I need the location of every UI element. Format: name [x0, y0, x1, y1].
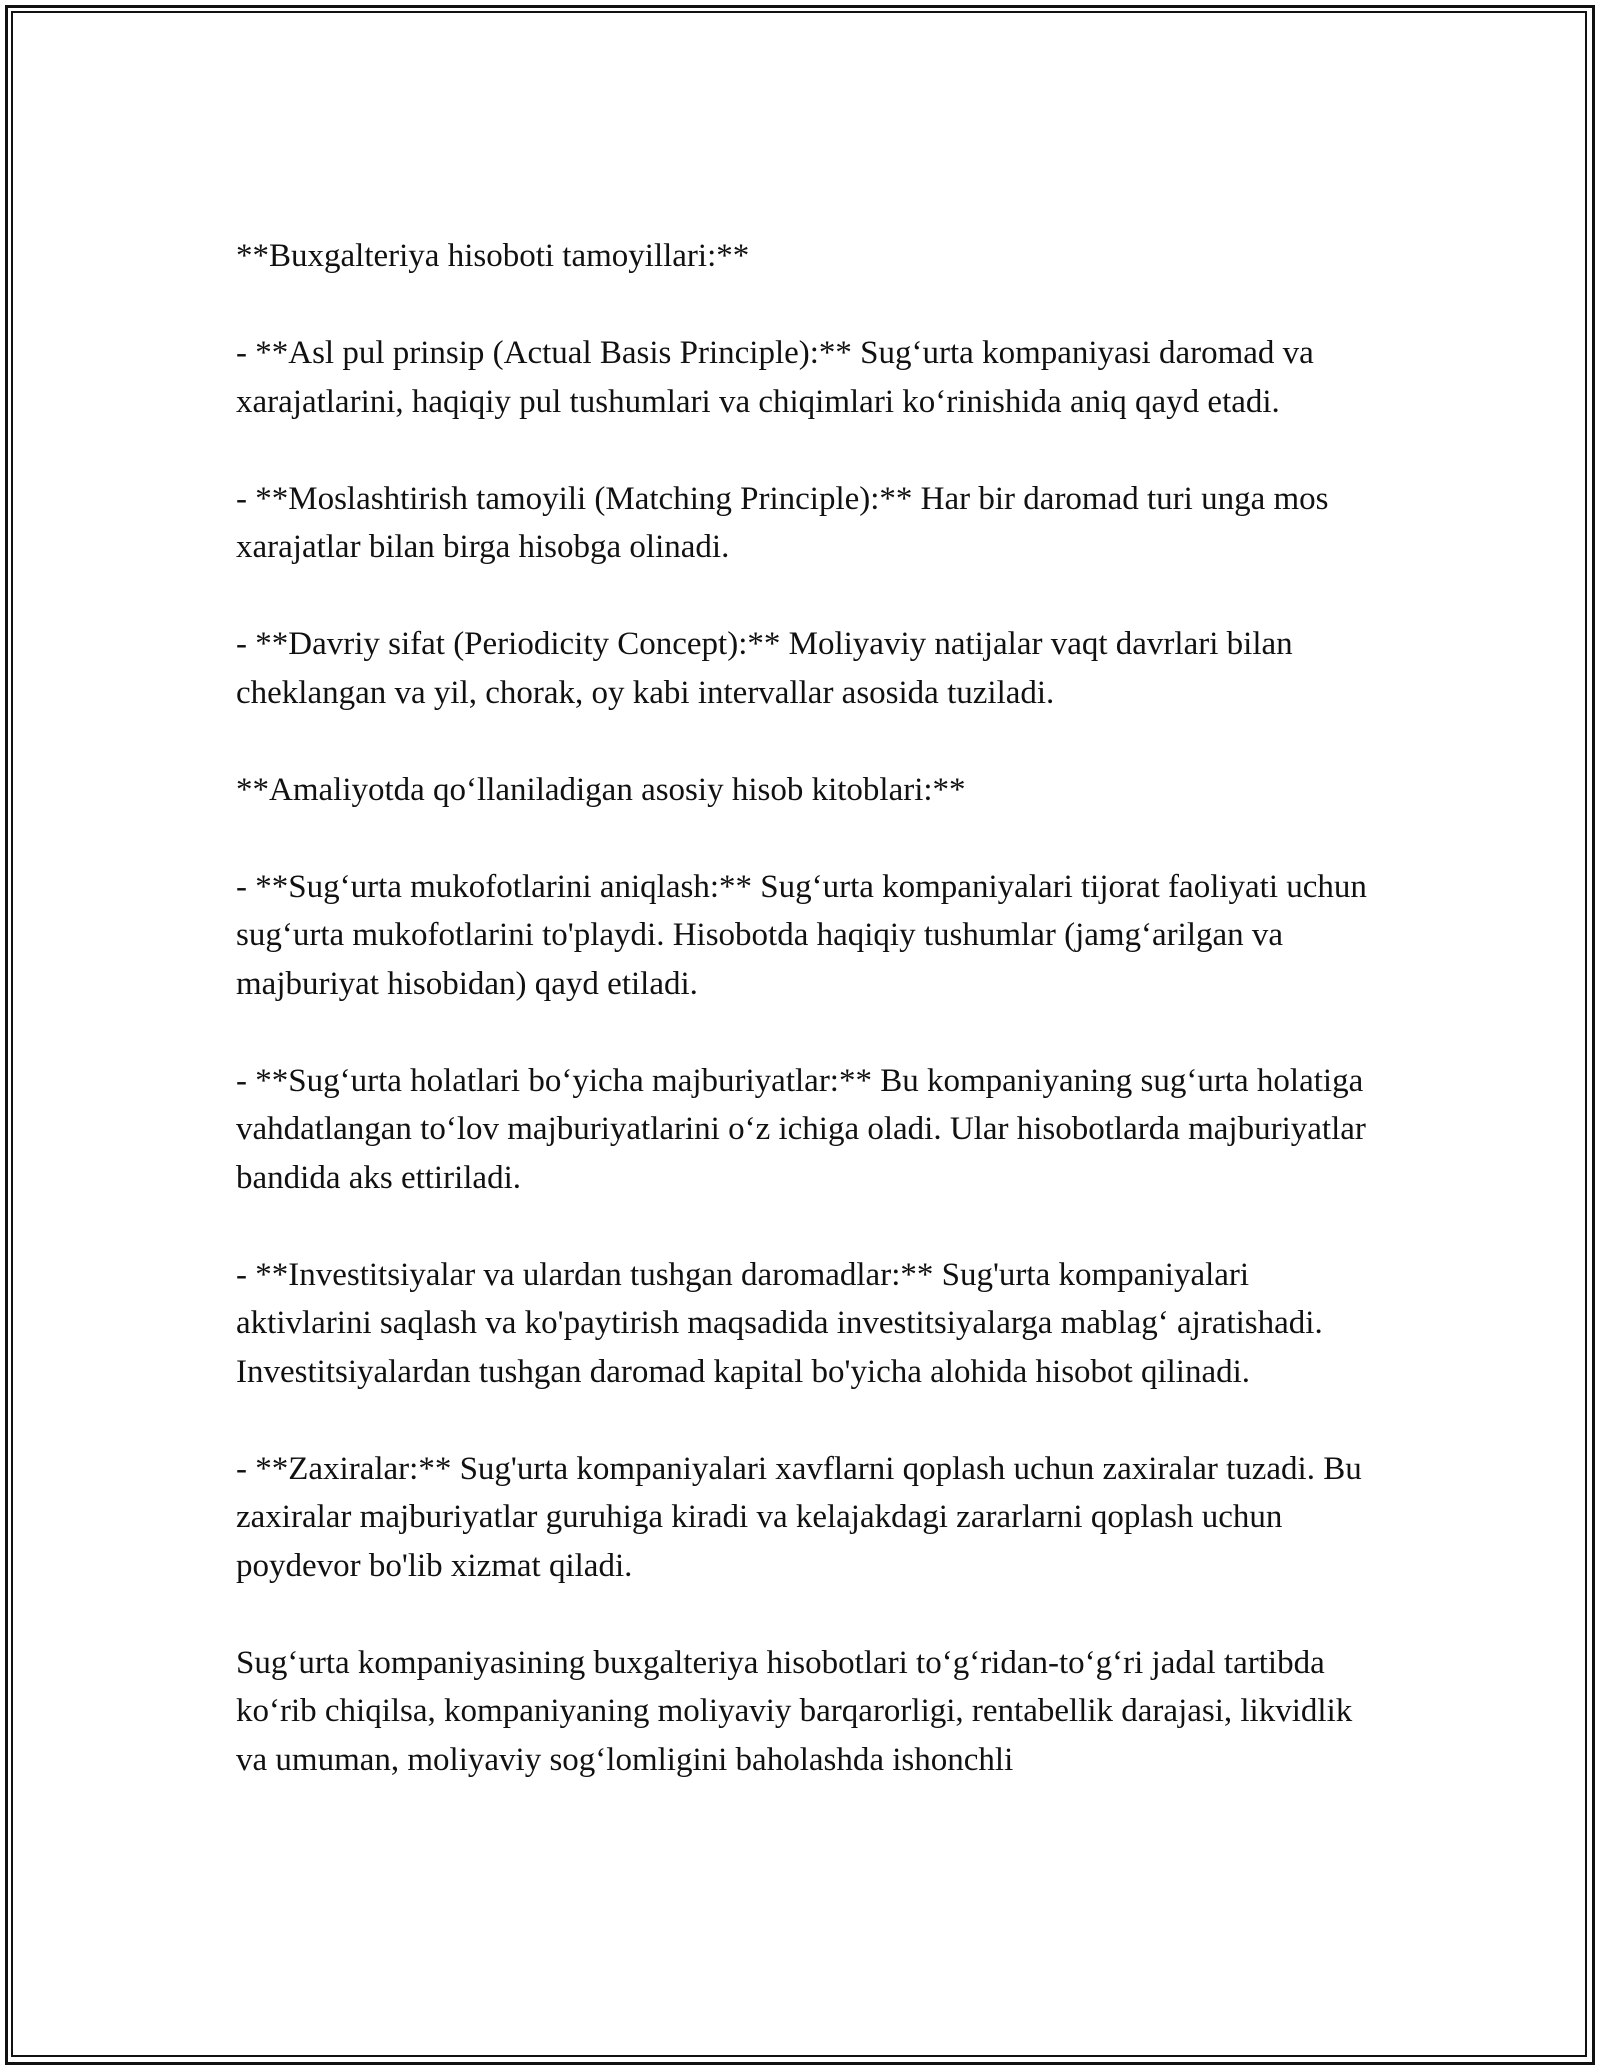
list-item-periodicity: - **Davriy sifat (Periodicity Concept):** Moliyaviy natijalar vaqt davrlari bilan cheklangan va yil, chorak, oy kabi intervallar asosida tuziladi. [236, 626, 1293, 711]
section-heading-principles: **Buxgalteriya hisoboti tamoyillari:** [236, 238, 750, 274]
closing-paragraph: Sug‘urta kompaniyasining buxgalteriya hisobotlari to‘g‘ridan-to‘g‘ri jadal tartibda ko‘rib chiqilsa, kompaniyaning moliyaviy barqarorligi, rentabellik darajasi, likvidlik va umuman, moliyaviy sog‘lomligini baholashda ishonchli [236, 1644, 1353, 1778]
list-item-premiums: - **Sug‘urta mukofotlarini aniqlash:** Sug‘urta kompaniyalari tijorat faoliyati uchun sug‘urta mukofotlarini to'playdi. Hisobotda haqiqiy tushumlar (jamg‘arilgan va majburiyat hisobidan) qayd etiladi. [236, 868, 1367, 1002]
list-item-actual-basis: - **Asl pul prinsip (Actual Basis Principle):** Sug‘urta kompaniyasi daromad va xarajatlarini, haqiqiy pul tushumlari va chiqimlari ko‘rinishida aniq qayd etadi. [236, 335, 1314, 420]
list-item-liabilities: - **Sug‘urta holatlari bo‘yicha majburiyatlar:** Bu kompaniyaning sug‘urta holatiga vahdatlangan to‘lov majburiyatlarini o‘z ichiga oladi. Ular hisobotlarda majburiyatlar bandida aks ettiriladi. [236, 1062, 1366, 1196]
section-heading-calculations: **Amaliyotda qo‘llaniladigan asosiy hisob kitoblari:** [236, 771, 966, 808]
list-item-investments: - **Investitsiyalar va ulardan tushgan daromadlar:** Sug'urta kompaniyalari aktivlarini saqlash va ko'paytirish maqsadida investitsiyalarga mablag‘ ajratishadi. Investitsiyalardan tushgan daromad kapital bo'yicha alohida hisobot qilinadi. [236, 1256, 1323, 1390]
list-item-reserves: - **Zaxiralar:** Sug'urta kompaniyalari xavflarni qoplash uchun zaxiralar tuzadi. Bu zaxiralar majburiyatlar guruhiga kiradi va kelajakdagi zararlarni qoplash uchun poydevor bo'lib xizmat qiladi. [236, 1450, 1362, 1584]
document-body [236, 232, 1376, 1784]
list-item-matching: - **Moslashtirish tamoyili (Matching Principle):** Har bir daromad turi unga mos xarajatlar bilan birga hisobga olinadi. [236, 480, 1329, 565]
